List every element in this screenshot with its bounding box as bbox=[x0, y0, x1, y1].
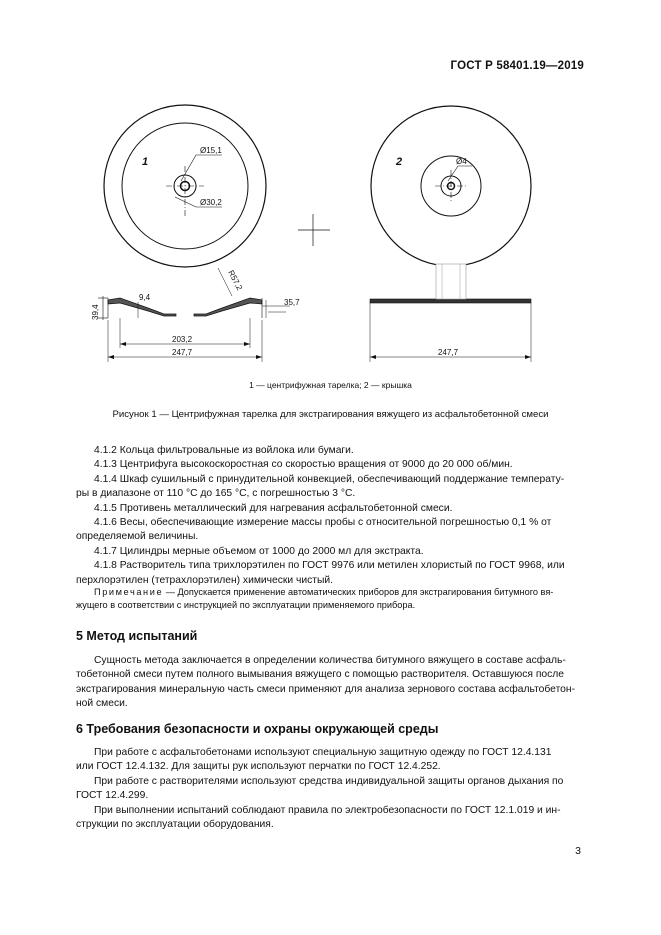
equipment-list bbox=[76, 444, 582, 588]
note-line1: — Допускается применение автоматических приборов для экстрагирования битумного вя- bbox=[163, 587, 554, 597]
figure-label-1: 1 bbox=[142, 156, 149, 168]
section-5-line1: Сущность метода заключается в определении количества битумного вяжущего в составе асфаль- bbox=[94, 655, 566, 666]
item-4-1-2: 4.1.2 Кольца фильтровальные из войлока или бумаги. bbox=[94, 445, 354, 456]
dim-w-outer: 247,7 bbox=[172, 348, 193, 357]
dim-h-right: 35,7 bbox=[284, 298, 300, 307]
section-6-title: 6 Требования безопасности и охраны окружающей среды bbox=[76, 722, 439, 736]
section-6-p1a: При работе с асфальтобетонами используют специальную защитную одежду по ГОСТ 12.4.131 bbox=[94, 747, 552, 758]
item-4-1-3: 4.1.3 Центрифуга высокоскоростная со скоростью вращения от 9000 до 20 000 об/мин. bbox=[94, 459, 513, 471]
figure-label-2: 2 bbox=[396, 156, 403, 168]
item-4-1-4-cont: ры в диапазоне от 110 °С до 165 °С, с погрешностью 3 °С. bbox=[76, 488, 356, 500]
item-4-1-5: 4.1.5 Противень металлический для нагревания асфальтобетонной смеси. bbox=[94, 502, 453, 514]
figure-caption: Рисунок 1 — Центрифужная тарелка для экстрагирования вяжущего из асфальтобетонной смеси bbox=[112, 409, 549, 420]
section-6-p3a: При выполнении испытаний соблюдают правила по электробезопасности по ГОСТ 12.1.019 и ин- bbox=[94, 804, 561, 816]
lid-section bbox=[370, 264, 531, 303]
dim-w-lid: 247,7 bbox=[438, 348, 459, 357]
item-4-1-7: 4.1.7 Цилиндры мерные объемом от 1000 до 2000 мл для экстракта. bbox=[94, 545, 424, 557]
item-4-1-6-cont: определяемой величины. bbox=[76, 531, 199, 543]
section-6-p3b: струкции по эксплуатации оборудования. bbox=[76, 819, 274, 831]
section-5-line2: тобетонной смеси путем полного вымывания вяжущего с помощью растворителя. Оставшуюся после bbox=[76, 669, 565, 681]
dim-small: Ø4 bbox=[456, 157, 467, 166]
dim-inner: Ø30,2 bbox=[200, 198, 222, 207]
item-4-1-8-cont: перхлорэтилен (тетрахлорэтилен) химически чистый. bbox=[76, 574, 334, 586]
item-4-1-6: 4.1.6 Весы, обеспечивающие измерение массы пробы с относительной погрешностью 0,1 % от bbox=[94, 517, 552, 529]
note-line2: жущего в соответствии с инструкцией по эксплуатации применяемого прибора. bbox=[76, 599, 416, 610]
dim-h-left: 39,4 bbox=[91, 304, 100, 320]
note-word: Примечание bbox=[94, 587, 164, 597]
section-5-line3: экстрагирования минеральную часть смеси применяют для анализа зернового состава асфальтобетон- bbox=[76, 683, 576, 695]
plate-section bbox=[98, 298, 262, 318]
dim-radius: R57,2 bbox=[226, 268, 245, 292]
page-number: 3 bbox=[575, 845, 581, 857]
item-4-1-8: 4.1.8 Растворитель типа трихлорэтилен по ГОСТ 9976 или метилен хлористый по ГОСТ 9968, или bbox=[94, 560, 565, 572]
section-5-line4: ной смеси. bbox=[76, 698, 128, 710]
section-5-text bbox=[76, 654, 582, 712]
document-header: ГОСТ Р 58401.19—2019 bbox=[450, 60, 584, 72]
section-6-p1b: или ГОСТ 12.4.132. Для защиты рук используют перчатки по ГОСТ 12.4.252. bbox=[76, 761, 441, 773]
section-6-text bbox=[76, 746, 582, 832]
section-6-p2b: ГОСТ 12.4.299. bbox=[76, 790, 149, 802]
item-4-1-4: 4.1.4 Шкаф сушильный с принудительной конвекцией, обеспечивающий поддержание температу- bbox=[94, 473, 565, 485]
technical-drawing bbox=[0, 0, 661, 375]
dim-depth: 9,4 bbox=[139, 293, 151, 302]
figure-legend: 1 — центрифужная тарелка; 2 — крышка bbox=[249, 380, 412, 390]
dim-w-inner: 203,2 bbox=[172, 335, 193, 344]
section-5-title: 5 Метод испытаний bbox=[76, 629, 198, 643]
dim-hole: Ø15,1 bbox=[200, 146, 222, 155]
section-6-p2a: При работе с растворителями используют средства индивидуальной защиты органов дыхания по bbox=[94, 775, 564, 787]
note-block bbox=[76, 586, 582, 611]
